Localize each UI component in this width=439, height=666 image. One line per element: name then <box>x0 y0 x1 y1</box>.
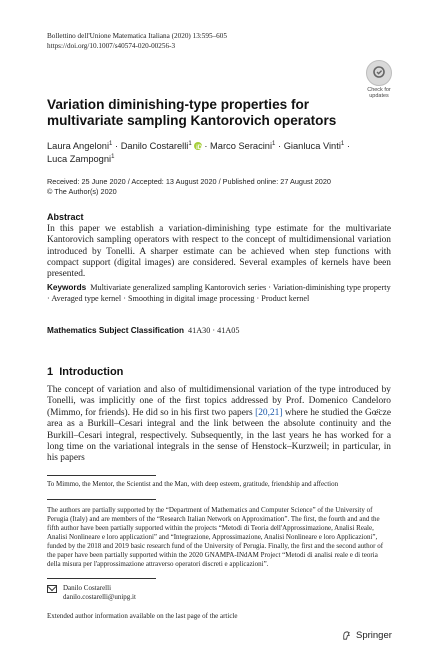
orcid-icon[interactable]: iD <box>194 142 202 150</box>
keywords-text: Multivariate generalized sampling Kantorovich series · Variation-diminishing type property · Averaged type kernel · Smoothing in digital image processing · Product kernel <box>47 283 391 303</box>
funding-footnote: The authors are partially supported by the “Department of Mathematics and Computer Science” of the University of Perugia (Italy) and are members of the “Research Italian Network on Approximation”. The first, the fourth and and the fifth author have been partially supported within the projects “Metodi di Teoria dell'Approssimazione, Analisi Reale, Analisi Nonlineare e loro applicazioni” and “Integrazione, Approssimazione, Analisi Nonlineare e loro Applicazioni”, funded by the 2018 and 2019 basic research fund of the University of Perugia. Finally, the first and the second author of the paper have been partially supported within the 2020 GNAMPA-INdAM Project “Metodi di analisi reale e di teoria della misura per l'approssimazione attraverso operatori discreti e applicazioni”. <box>47 506 384 568</box>
author-name[interactable]: Danilo Costarelli <box>120 141 189 151</box>
author-name[interactable]: Marco Seracini <box>210 141 273 151</box>
paper-title: Variation diminishing-type properties for multivariate sampling Kantorovich operators <box>47 97 337 128</box>
publication-dates <box>47 177 331 196</box>
corresponding-email[interactable]: danilo.costarelli@unipg.it <box>63 593 136 601</box>
abstract-body: In this paper we establish a variation-diminishing type estimate for the multivariate Kantorovich sampling operators with respect to the concept of multidimensional variation introduced by Tonelli. A sharper estimate can be achieved when step functions with compact support (digital images) are considered. Several examples of kernels have been presented. <box>47 224 391 280</box>
doi-link[interactable]: https://doi.org/10.1007/s40574-020-00256-3 <box>47 41 176 50</box>
keywords-label: Keywords <box>47 283 87 292</box>
footnote-divider <box>47 578 156 579</box>
section-title: Introduction <box>59 366 124 378</box>
introduction-paragraph: The concept of variation and also of multidimensional variation of the type introduced by Tonelli, was implicitly one of the first topics addressed by Prof. Domenico Candeloro (Mimmo, for friends). He did so in his first two papers [20,21] where he studied the Gœ̈cze area as a Burkill–Cesari integral and the link between the absolute continuity and the Burkill–Cesari integral, respectively. Subsequently, in the last years he has worked for a long time on the variational integrals in the sense of Henstock–Kurzweil; in particular, in his papers <box>47 385 391 464</box>
publisher-logo[interactable] <box>341 630 392 641</box>
citation-link[interactable]: [20,21] <box>255 407 283 418</box>
abstract-heading: Abstract <box>47 212 84 222</box>
section-heading <box>47 366 123 378</box>
check-for-updates-badge[interactable] <box>366 60 392 98</box>
msc-classification <box>47 326 239 336</box>
author-name[interactable]: Luca Zampogni <box>47 153 112 164</box>
journal-citation: Bollettino dell'Unione Matematica Italiana (2020) 13:595–605 <box>47 32 227 40</box>
publisher-name: Springer <box>356 630 392 641</box>
extended-info-note: Extended author information available on the last page of the article <box>47 612 238 620</box>
author-name[interactable]: Laura Angeloni <box>47 141 110 151</box>
msc-codes: 41A30 · 41A05 <box>188 326 240 335</box>
corresponding-author <box>47 584 136 602</box>
corresponding-name: Danilo Costarelli <box>63 584 112 592</box>
footnote-divider <box>47 499 156 500</box>
author-name[interactable]: Gianluca Vinti <box>283 141 341 151</box>
journal-header <box>47 32 227 51</box>
section-number: 1 <box>47 366 54 378</box>
springer-horse-icon <box>341 630 352 641</box>
msc-label: Mathematics Subject Classification <box>47 326 184 335</box>
footnote-divider <box>47 475 156 476</box>
author-list: Laura Angeloni$^1$ · Danilo Costarelli$^1$ iD · Marco Seracini$^1$ · Gianluca Vinti$^1$ · Luca Zampogni$^1$ <box>47 140 350 164</box>
keywords <box>47 282 391 304</box>
envelope-icon <box>47 585 57 593</box>
check-for-updates-icon <box>366 60 392 86</box>
history-dates: Received: 25 June 2020 / Accepted: 13 August 2020 / Published online: 27 August 2020 <box>47 177 331 186</box>
copyright: © The Author(s) 2020 <box>47 186 117 196</box>
dedication-footnote: To Mimmo, the Mentor, the Scientist and the Man, with deep esteem, gratitude, friendship and affection <box>47 480 339 488</box>
check-for-updates-label: Check for updates <box>367 87 391 99</box>
